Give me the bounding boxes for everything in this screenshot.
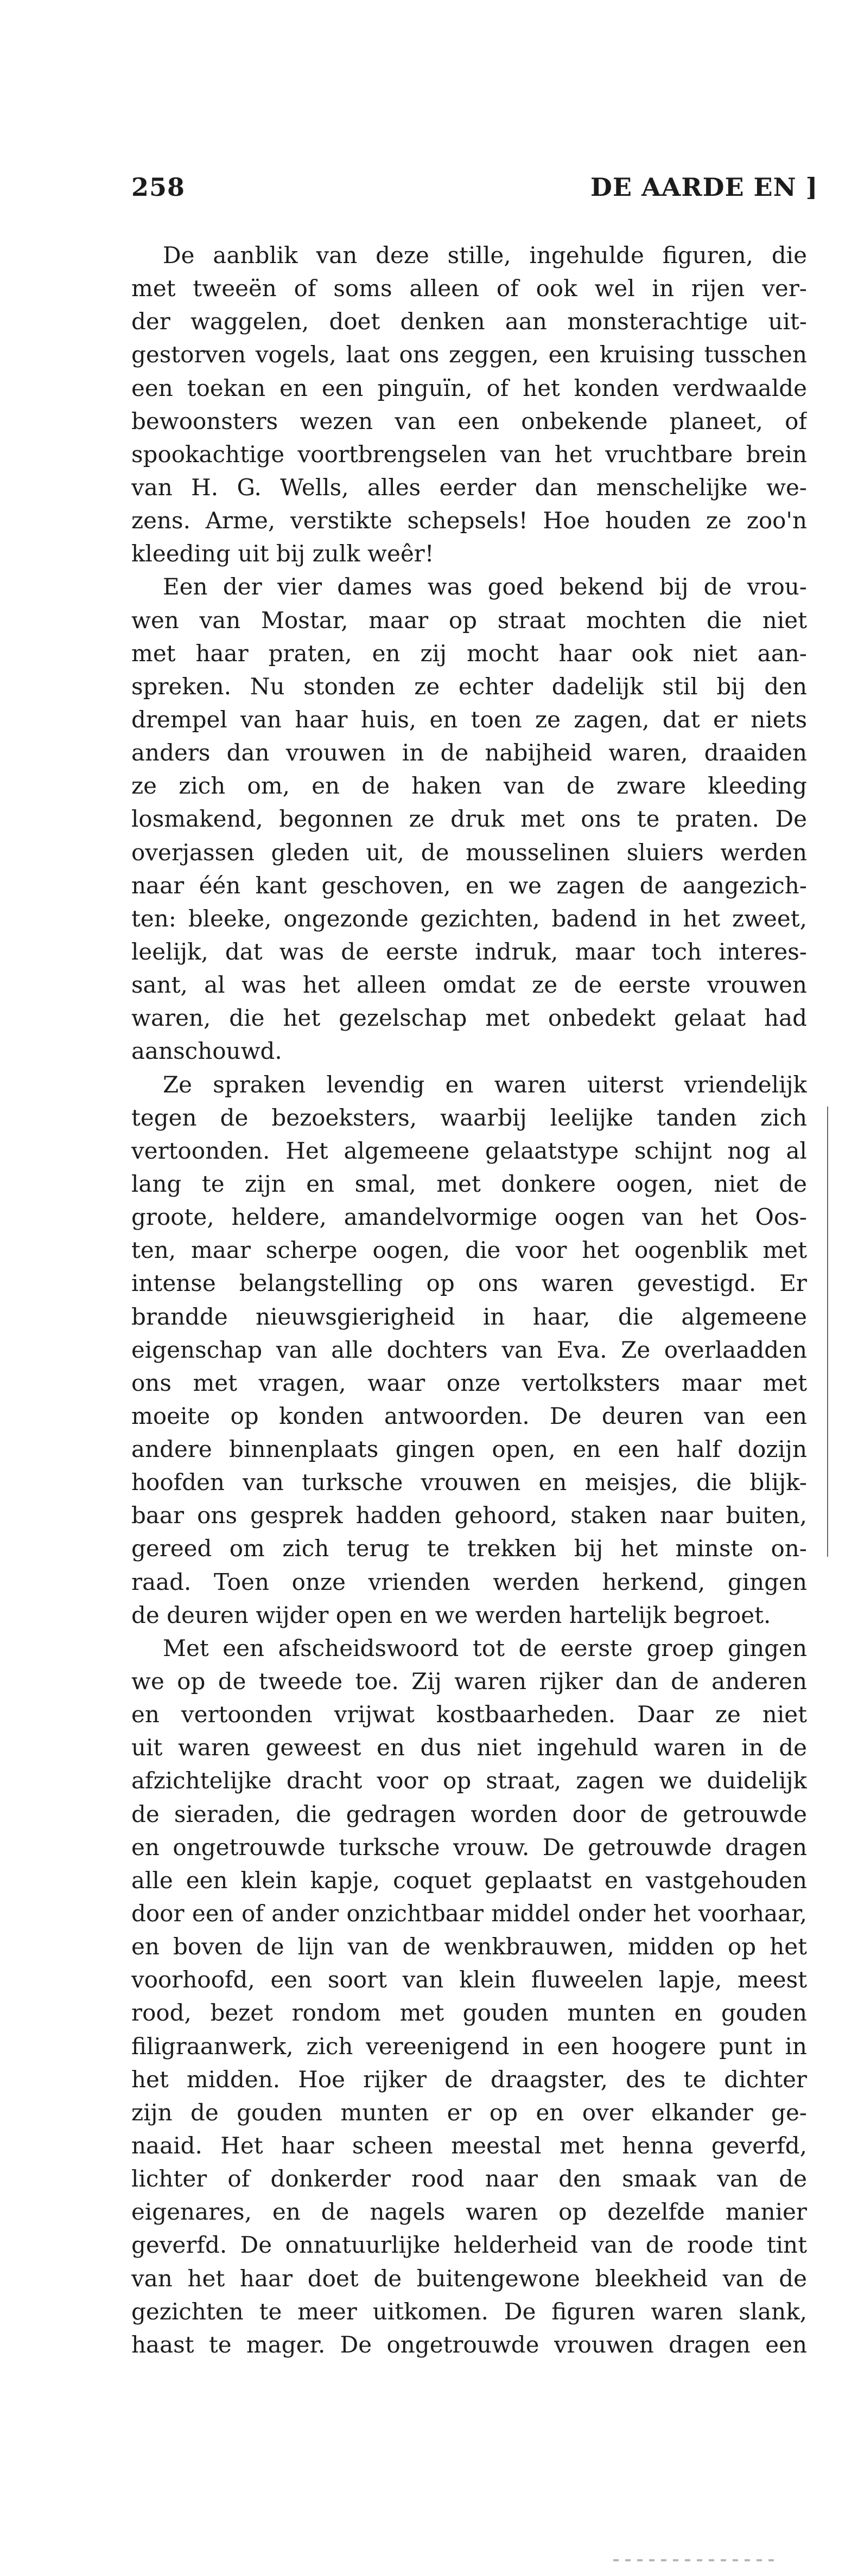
text-line: anders dan vrouwen in de nabijheid waren, draaiden [131,739,807,766]
text-line: rood, bezet rondom met gouden munten en gouden [131,1999,807,2027]
text-line: haast te mager. De ongetrouwde vrouwen dragen een [131,2331,807,2358]
text-line: naar één kant geschoven, en we zagen de aangezich- [131,872,807,899]
page-number: 258 [131,172,186,202]
text-line: spookachtige voortbrengselen van het vruchtbare brein [131,440,807,468]
text-line: met tweeën of soms alleen of ook wel in rijen ver- [131,275,807,302]
text-line: eigenschap van alle dochters van Eva. Ze overlaadden [131,1336,807,1363]
text-line: ten: bleeke, ongezonde gezichten, badend in het zweet, [131,905,807,932]
text-line: groote, heldere, amandelvormige oogen van het Oos- [131,1204,807,1231]
text-line: leelijk, dat was de eerste indruk, maar toch interes- [131,938,807,965]
text-line: ons met vragen, waar onze vertolksters maar met [131,1369,807,1396]
text-line: en ongetrouwde turksche vrouw. De getrouwde dragen [131,1833,807,1861]
text-line: en vertoonden vrijwat kostbaarheden. Daar ze niet [131,1701,807,1728]
text-line: uit waren geweest en dus niet ingehuld waren in de [131,1734,807,1761]
text-line: we op de tweede toe. Zij waren rijker dan de anderen [131,1668,807,1695]
text-line: kleeding uit bij zulk weêr! [131,540,434,567]
text-line: waren, die het gezelschap met onbedekt gelaat had [131,1005,807,1032]
text-line: Ze spraken levendig en waren uiterst vriendelijk [163,1071,807,1098]
text-line: Met een afscheidswoord tot de eerste groep gingen [163,1634,807,1661]
text-line: eigenares, en de nagels waren op dezelfde manier [131,2198,807,2226]
text-line: de deuren wijder open en we werden hartelijk begroet. [131,1601,771,1628]
text-line: van H. G. Wells, alles eerder dan menschelijke we- [131,474,807,501]
text-line: bewoonsters wezen van een onbekende planeet, of [131,407,807,434]
text-line: losmakend, begonnen ze druk met ons te praten. De [131,806,807,833]
running-head [131,172,858,210]
text-line: de sieraden, die gedragen worden door de getrouwde [131,1800,807,1827]
text-line: hoofden van turksche vrouwen en meisjes, die blijk- [131,1469,807,1496]
text-line: lichter of donkerder rood naar den smaak van de [131,2165,807,2193]
text-line: door een of ander onzichtbaar middel onder het voorhaar, [131,1900,807,1927]
text-line: ze zich om, en de haken van de zware kleeding [131,772,807,800]
text-line: zijn de gouden munten er op en over elkander ge- [131,2099,807,2126]
text-line: De aanblik van deze stille, ingehulde figuren, die [163,242,807,269]
text-line: gezichten te meer uitkomen. De figuren waren slank, [131,2298,807,2325]
text-line: intense belangstelling op ons waren gevestigd. Er [131,1270,807,1297]
text-line: voorhoofd, een soort van klein fluweelen lapje, meest [131,1966,807,1993]
text-line: gereed om zich terug te trekken bij het minste on- [131,1535,807,1562]
text-line: brandde nieuwsgierigheid in haar, die algemeene [131,1303,807,1330]
text-line: afzichtelijke dracht voor op straat, zagen we duidelijk [131,1767,807,1794]
text-line: met haar praten, en zij mocht haar ook niet aan- [131,640,807,667]
text-line: wen van Mostar, maar op straat mochten die niet [131,606,807,634]
text-line: en boven de lijn van de wenkbrauwen, midden op het [131,1933,807,1960]
text-line: der waggelen, doet denken aan monsterachtige uit- [131,308,807,335]
text-line: sant, al was het alleen omdat ze de eerste vrouwen [131,971,807,999]
text-line: tegen de bezoeksters, waarbij leelijke tanden zich [131,1104,807,1131]
running-title: DE AARDE EN ] [590,172,818,202]
print-smudge [613,2559,776,2561]
text-line: naaid. Het haar scheen meestal met henna geverfd, [131,2132,807,2159]
text-line: geverfd. De onnatuurlijke helderheid van de roode tint [131,2232,807,2259]
text-line: moeite op konden antwoorden. De deuren van een [131,1402,807,1429]
body-text [131,239,807,2361]
text-line: ten, maar scherpe oogen, die voor het oogenblik met [131,1237,807,1264]
text-line: spreken. Nu stonden ze echter dadelijk stil bij den [131,673,807,700]
text-line: overjassen gleden uit, de mousselinen sluiers werden [131,839,807,866]
text-line: andere binnenplaats gingen open, en een half dozijn [131,1436,807,1463]
text-line: gestorven vogels, laat ons zeggen, een kruising tusschen [131,341,807,368]
text-line: lang te zijn en smal, met donkere oogen, niet de [131,1170,807,1197]
text-line: Een der vier dames was goed bekend bij de vrou- [163,573,807,600]
text-line: drempel van haar huis, en toen ze zagen, dat er niets [131,706,807,733]
text-line: een toekan en een pinguïn, of het konden verdwaalde [131,374,807,401]
text-line: van het haar doet de buitengewone bleekheid van de [131,2265,807,2292]
text-line: het midden. Hoe rijker de draagster, des te dichter [131,2066,807,2093]
text-line: aanschouwd. [131,1038,282,1065]
text-line: zens. Arme, verstikte schepsels! Hoe houden ze zoo'n [131,507,807,534]
text-line: baar ons gesprek hadden gehoord, staken naar buiten, [131,1502,807,1529]
text-line: raad. Toen onze vrienden werden herkend, gingen [131,1568,807,1595]
margin-rule [827,1107,828,1557]
text-line: filigraanwerk, zich vereenigend in een hoogere punt in [131,2032,807,2060]
text-line: alle een klein kapje, coquet geplaatst en vastgehouden [131,1867,807,1894]
text-line: vertoonden. Het algemeene gelaatstype schijnt nog al [131,1137,807,1164]
